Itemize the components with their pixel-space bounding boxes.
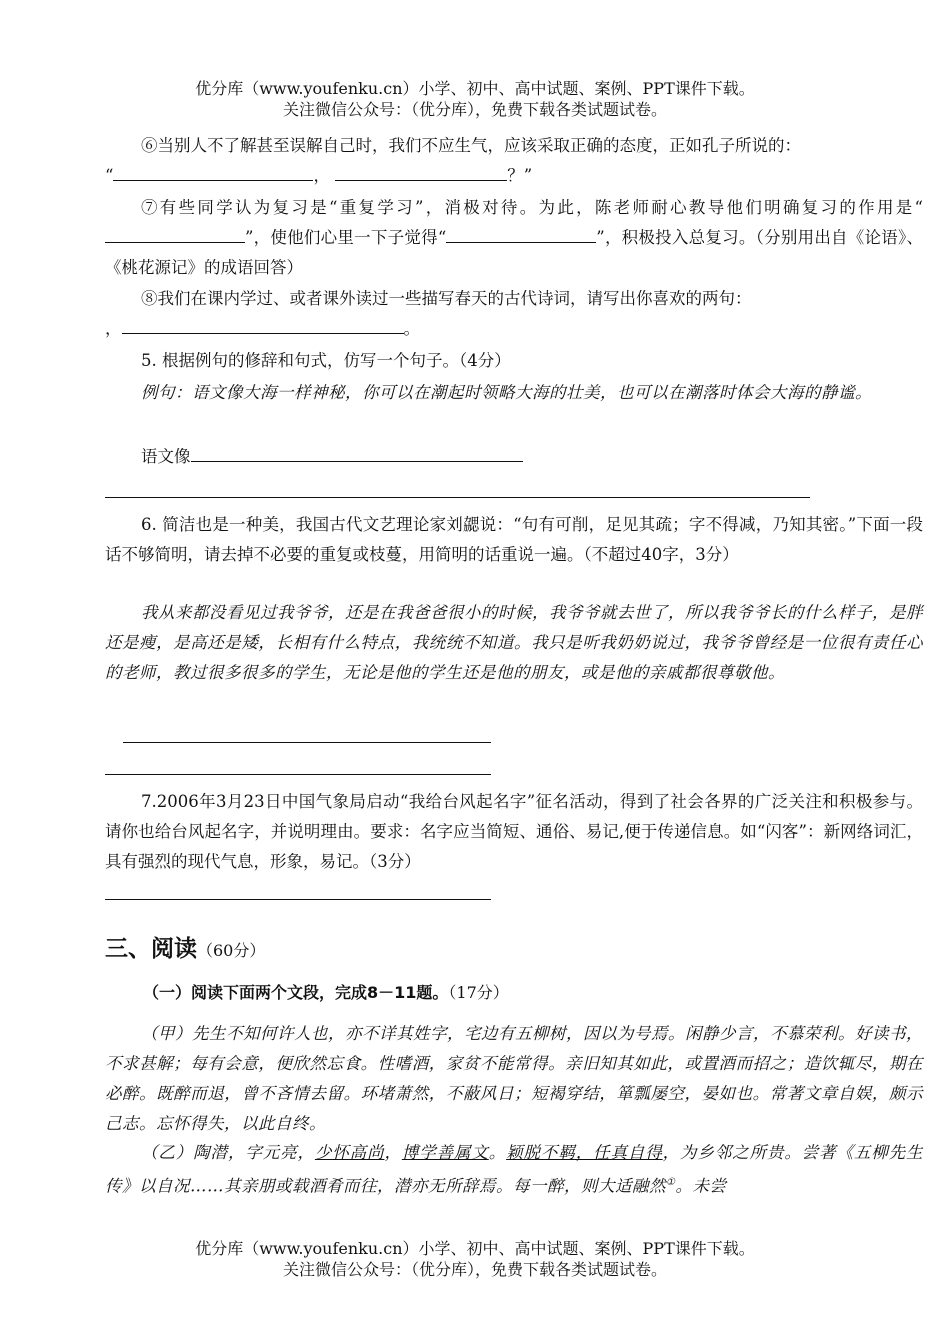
part-1-title — [143, 980, 509, 1003]
page-footer — [0, 1238, 950, 1280]
answer-blank[interactable] — [191, 445, 523, 462]
footnote-marker: ① — [666, 1177, 676, 1188]
item-6-answer-line — [105, 161, 923, 191]
passage-jia-label: （甲） — [141, 1024, 192, 1043]
question-5-prompt: 语文像 — [141, 447, 191, 466]
close-mark: ？” — [507, 166, 533, 185]
part-1-score: （17分） — [448, 983, 509, 1002]
item-8 — [105, 284, 923, 314]
item-8-text: ⑧我们在课内学过、或者课外读过一些描写春天的古代诗词，请写出你喜欢的两句： — [141, 289, 752, 308]
answer-line[interactable] — [123, 742, 491, 743]
passage-yi-label: （乙） — [141, 1143, 194, 1162]
question-6-title: 6. 简洁也是一种美，我国古代文艺理论家刘勰说：“句有可削，足见其疏；字不得减，乃知其密。”下面一段话不够简明，请去掉不必要的重复或枝蔓，用简明的话重说一遍。（不超过40字，3分） — [105, 515, 923, 564]
item-7-end: ”，积极投入总复习。（分别用出自《论语》、《桃花源记》的成语回答） — [105, 228, 924, 277]
answer-line[interactable] — [105, 774, 491, 775]
passage-yi-text: 陶潜，字元亮， — [193, 1143, 315, 1162]
answer-blank[interactable] — [105, 226, 245, 243]
item-7 — [105, 193, 923, 283]
page-header — [0, 78, 950, 120]
answer-blank[interactable] — [335, 164, 507, 181]
underlined-phrase: 颖脱不羁，任真自得 — [506, 1143, 663, 1162]
header-line-1: 优分库（www.youfenku.cn）小学、初中、高中试题、案例、PPT课件下载。 — [195, 79, 755, 98]
item-7-mid: ”，使他们心里一下子觉得“ — [245, 228, 447, 247]
answer-line[interactable] — [105, 899, 491, 900]
question-5-example: 例句：语文像大海一样神秘，你可以在潮起时领略大海的壮美，也可以在潮落时体会大海的静谧。 — [141, 383, 872, 402]
passage-yi — [105, 1138, 923, 1202]
answer-blank[interactable] — [113, 164, 313, 181]
passage-yi-text: 。未尝 — [675, 1176, 727, 1196]
footer-line-1: 优分库（www.youfenku.cn）小学、初中、高中试题、案例、PPT课件下载。 — [195, 1239, 755, 1258]
passage-yi-text: ， — [384, 1143, 402, 1162]
answer-line[interactable] — [105, 497, 810, 498]
comma: ， — [105, 319, 122, 338]
item-8-answer-line — [105, 314, 923, 344]
answer-blank[interactable] — [122, 317, 404, 334]
part-1-text: （一）阅读下面两个文段，完成8－11题。 — [143, 983, 449, 1002]
question-7-title: 7.2006年3月23日中国气象局启动“我给台风起名字”征名活动，得到了社会各界的广泛关注和积极参与。请你也给台风起名字，并说明理由。要求：名字应当简短、通俗、易记,便于传递信息。如“闪客”：新网络词汇，具有强烈的现代气息，形象，易记。（3分） — [105, 792, 923, 871]
underlined-phrase: 博学善属文 — [401, 1143, 489, 1162]
item-6 — [105, 131, 923, 161]
section-score: （60分） — [197, 941, 266, 960]
section-title-text: 三、阅读 — [105, 936, 197, 962]
header-line-2: 关注微信公众号：（优分库），免费下载各类试题试卷。 — [282, 100, 667, 119]
passage-yi-text: 。 — [488, 1143, 507, 1162]
comma: ， — [313, 166, 330, 185]
footer-line-2: 关注微信公众号：（优分库），免费下载各类试题试卷。 — [282, 1260, 667, 1279]
item-6-text: ⑥当别人不了解甚至误解自己时，我们不应生气，应该采取正确的态度，正如孔子所说的： — [141, 136, 801, 155]
open-quote: “ — [105, 166, 114, 185]
passage-jia — [105, 1019, 923, 1139]
period: 。 — [403, 319, 420, 338]
underlined-phrase: 少怀高尚 — [314, 1143, 385, 1162]
question-5-prompt-line — [105, 442, 923, 472]
question-5-title: 5. 根据例句的修辞和句式，仿写一个句子。（4分） — [141, 351, 511, 370]
item-7-text: ⑦有些同学认为复习是“重复学习”，消极对待。为此，陈老师耐心教导他们明确复习的作用是“ — [141, 198, 923, 217]
answer-blank[interactable] — [446, 226, 596, 243]
section-title — [105, 930, 265, 963]
passage-yi-text: ，为乡邻之所贵。尝著《五柳先生传》以自况……其亲朋或载酒肴而往，潜亦无所辞焉。每一醉，则大适融然 — [105, 1143, 924, 1196]
passage-jia-text: 先生不知何许人也，亦不详其姓字，宅边有五柳树，因以为号焉。闲静少言，不慕荣利。好读书，不求甚解；每有会意，便欣然忘食。性嗜酒，家贫不能常得。亲旧知其如此，或置酒而招之；造饮辄尽，期在必醉。既醉而退，曾不吝情去留。环堵萧然，不蔽风日；短褐穿结，箪瓢屡空，晏如也。常著文章自娱，颇示己志。忘怀得失，以此自终。 — [105, 1024, 923, 1133]
question-6-passage: 我从来都没看见过我爷爷，还是在我爸爸很小的时候，我爷爷就去世了，所以我爷爷长的什么样子，是胖还是瘦，是高还是矮，长相有什么特点，我统统不知道。我只是听我奶奶说过，我爷爷曾经是一位很有责任心的老师，教过很多很多的学生，无论是他的学生还是他的朋友，或是他的亲戚都很尊敬他。 — [105, 603, 923, 682]
